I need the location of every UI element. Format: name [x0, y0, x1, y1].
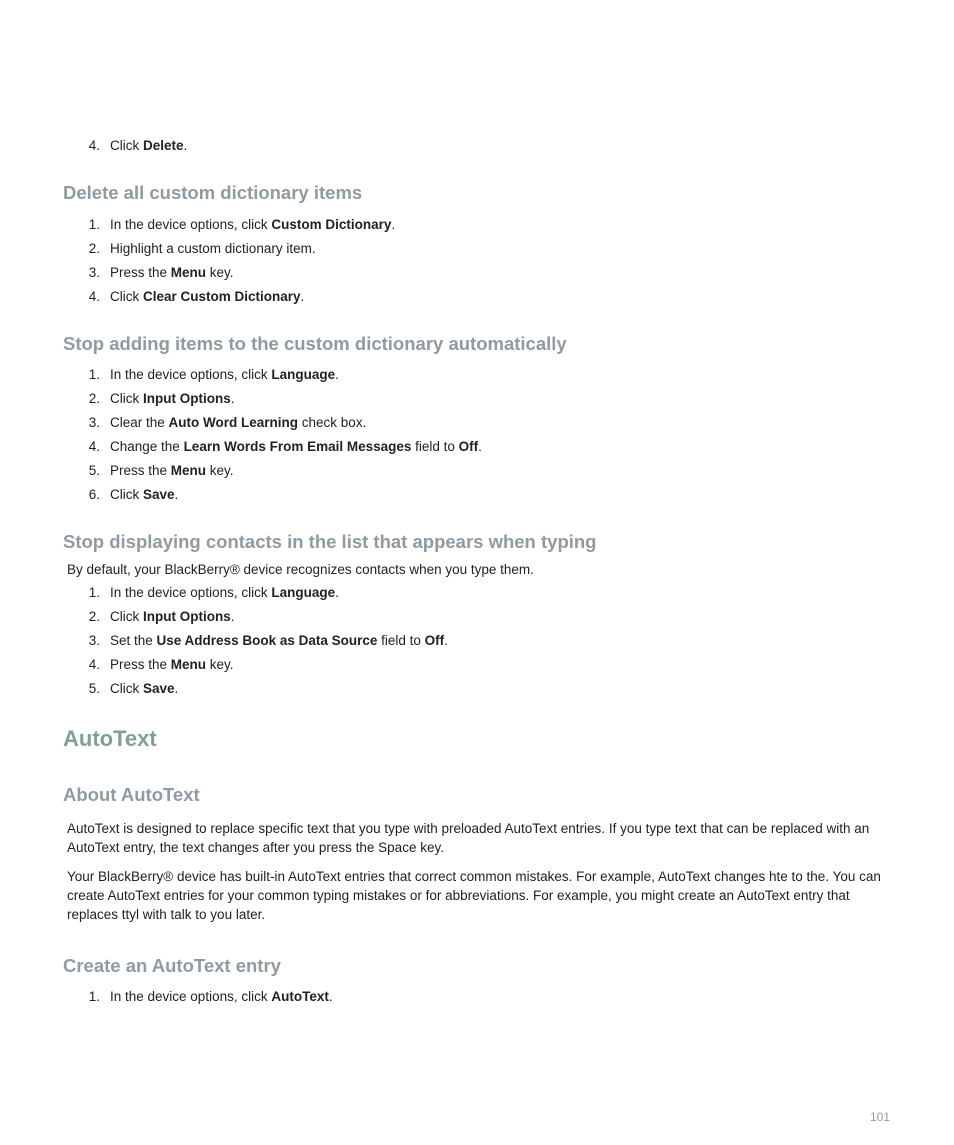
step-text-segment: key. — [206, 657, 234, 672]
ui-term: Menu — [170, 657, 207, 672]
step-number: 3. — [88, 415, 100, 430]
step-number: 5. — [88, 681, 100, 696]
step-text-segment: . — [328, 989, 333, 1004]
step-text-segment: In the device options, click — [110, 367, 272, 382]
step-number: 4. — [88, 657, 100, 672]
ui-term: Menu — [170, 265, 207, 280]
step-text-segment: . — [174, 681, 179, 696]
step-text-segment: Click — [110, 138, 143, 153]
heading-delete-all-custom-dictionary-items: Delete all custom dictionary items — [63, 182, 363, 203]
step-text-segment: key. — [206, 265, 234, 280]
page-number: 101 — [869, 1110, 890, 1124]
ui-term: Language — [271, 367, 336, 382]
step-text-segment: . — [444, 633, 448, 648]
step-number: 2. — [88, 609, 100, 624]
step-text — [110, 411, 366, 435]
step-number: 6. — [88, 487, 100, 502]
step-number: 3. — [88, 633, 100, 648]
step-text-segment: In the device options, click — [110, 585, 272, 600]
step-text-segment: . — [183, 138, 188, 153]
step-text — [110, 581, 339, 605]
paragraph-about-autotext-2: Your BlackBerry® device has built-in AutoText entries that correct common mistakes. For example, AutoText changes hte to the. You can create AutoText entries for your common typing mistakes or for abbreviations. For example, you might create an AutoText entry that replaces ttyl with talk to you later. — [67, 869, 881, 922]
step-text-segment: Highlight a custom dictionary item. — [110, 241, 316, 256]
step-number: 4. — [88, 439, 100, 454]
step-number: 1. — [88, 585, 100, 600]
step-number: 4. — [88, 289, 100, 304]
step-text-segment: key. — [206, 463, 234, 478]
step-text-segment: . — [230, 609, 235, 624]
step-text-segment: Click — [110, 681, 143, 696]
step-text — [110, 261, 234, 285]
ui-term: Input Options — [143, 391, 231, 406]
ui-term: Menu — [170, 463, 207, 478]
step-number: 2. — [88, 241, 100, 256]
ui-term: Use Address Book as Data Source — [156, 633, 378, 648]
ui-term: Auto Word Learning — [168, 415, 299, 430]
step-text-segment: Clear the — [110, 415, 169, 430]
step-text-segment: Press the — [110, 657, 171, 672]
ui-term: Clear Custom Dictionary — [143, 289, 301, 304]
step-text-segment: In the device options, click — [110, 217, 272, 232]
step-text — [110, 237, 316, 261]
ui-term: Custom Dictionary — [271, 217, 392, 232]
step-text — [110, 985, 333, 1009]
step-text-segment: . — [391, 217, 396, 232]
step-text — [110, 285, 304, 309]
step-text — [110, 213, 395, 237]
ui-term: Input Options — [143, 609, 231, 624]
ui-term: Delete — [143, 138, 184, 153]
ui-term: Save — [143, 681, 175, 696]
step-text — [110, 605, 235, 629]
step-text-segment: . — [478, 439, 482, 454]
step-number: 4. — [88, 138, 100, 153]
step-text-segment: field to — [411, 439, 459, 454]
intro-paragraph-stop-displaying: By default, your BlackBerry® device recognizes contacts when you type them. — [67, 562, 534, 577]
heading-create-autotext-entry: Create an AutoText entry — [63, 955, 281, 976]
heading-about-autotext: About AutoText — [63, 784, 200, 805]
step-text — [110, 677, 178, 701]
step-text-segment: . — [300, 289, 305, 304]
step-text-segment: Click — [110, 391, 143, 406]
step-text-segment: . — [230, 391, 235, 406]
step-text-segment: . — [335, 585, 339, 600]
step-text-segment: In the device options, click — [110, 989, 272, 1004]
ui-term: Off — [424, 633, 445, 648]
step-number: 1. — [88, 217, 100, 232]
step-text-segment: Click — [110, 487, 143, 502]
step-number: 2. — [88, 391, 100, 406]
step-text-segment: Press the — [110, 463, 171, 478]
step-text-segment: . — [174, 487, 179, 502]
step-number: 1. — [88, 989, 100, 1004]
step-text — [110, 629, 448, 653]
step-number: 3. — [88, 265, 100, 280]
step-text-segment: . — [335, 367, 339, 382]
step-text — [110, 483, 178, 507]
ui-term: Off — [458, 439, 479, 454]
step-text-segment: Press the — [110, 265, 171, 280]
step-text-segment: check box. — [298, 415, 367, 430]
heading-autotext: AutoText — [63, 726, 157, 751]
step-text — [110, 435, 482, 459]
step-text — [110, 459, 234, 483]
paragraph-about-autotext-1: AutoText is designed to replace specific text that you type with preloaded AutoText entries. If you type text that can be replaced with an AutoText entry, the text changes after you press the Space key. — [67, 821, 870, 855]
step-text — [110, 387, 235, 411]
step-text-segment: Click — [110, 289, 143, 304]
step-text — [110, 653, 234, 677]
heading-stop-displaying-contacts: Stop displaying contacts in the list that appears when typing — [63, 531, 597, 552]
ui-term: AutoText — [271, 989, 329, 1004]
step-text-segment: Set the — [110, 633, 157, 648]
ui-term: Save — [143, 487, 175, 502]
ui-term: Learn Words From Email Messages — [183, 439, 412, 454]
heading-stop-adding-items: Stop adding items to the custom dictionary automatically — [63, 333, 567, 354]
step-text — [110, 363, 339, 387]
step-text-segment: Change the — [110, 439, 184, 454]
step-text — [110, 134, 187, 158]
step-number: 1. — [88, 367, 100, 382]
step-text-segment: field to — [377, 633, 425, 648]
step-number: 5. — [88, 463, 100, 478]
ui-term: Language — [271, 585, 336, 600]
step-text-segment: Click — [110, 609, 143, 624]
